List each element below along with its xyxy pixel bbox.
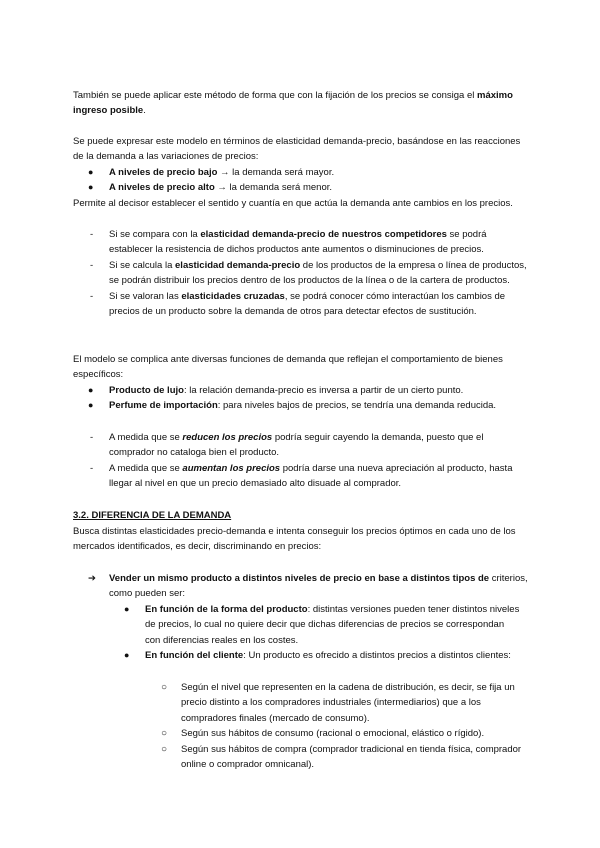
- arrow-list: [88, 571, 529, 602]
- list-item: - Si se compara con la elasticidad demanda-precio de nuestros competidores se podrá establecer la resistencia de dichos productos ante aumentos o disminuciones de precios.: [90, 229, 487, 256]
- arrow-icon: ➔: [88, 573, 96, 584]
- list-item: ● Producto de lujo: la relación demanda-precio es inversa a partir de un cierto punto.: [109, 383, 529, 398]
- section-title: 3.2. DIFERENCIA DE LA DEMANDA: [73, 510, 232, 521]
- paragraph-intro: [73, 88, 528, 119]
- bullet-list-goods: [88, 383, 529, 414]
- bullet-icon: ●: [124, 650, 130, 661]
- list-item: ● En función del cliente: Un producto es ofrecido a distintos precios a distintos clientes:: [145, 648, 520, 663]
- bullet-icon: ●: [88, 385, 94, 395]
- circle-bullet-icon: ○: [161, 682, 168, 693]
- dash-icon: -: [90, 259, 94, 271]
- text: .: [143, 105, 146, 117]
- circle-bullet-icon: ○: [161, 743, 168, 755]
- list-item: ○ Según sus hábitos de compra (comprador tradicional en tienda física, comprador online o comprador omnicanal).: [161, 743, 522, 771]
- bullet-icon: ●: [88, 167, 94, 177]
- list-item: ○ Según sus hábitos de consumo (racional o emocional, elástico o rígido).: [181, 726, 523, 741]
- list-item: ● A niveles de precio bajo → la demanda será mayor.: [109, 165, 529, 180]
- list-item: ● Perfume de importación: para niveles bajos de precios, se tendría una demanda reducida.: [109, 398, 529, 413]
- dash-icon: -: [90, 290, 94, 302]
- text: También se puede aplicar este método de forma que con la fijación de los precios se consiga el: [73, 90, 477, 101]
- bullet-icon: ●: [88, 400, 94, 411]
- paragraph-functions: El modelo se complica ante diversas funciones de demanda que reflejan el comportamiento de bienes específicos:: [73, 354, 503, 381]
- list-item: ● A niveles de precio alto → la demanda será menor.: [109, 180, 529, 195]
- list-item: - A medida que se aumentan los precios podría darse una nueva apreciación al producto, hasta llegar al nivel en que un precio demasiado alto disuade al comprador.: [90, 462, 513, 490]
- list-item: ➔ Vender un mismo producto a distintos niveles de precio en base a distintos tipos de criterios, como pueden ser:: [88, 573, 528, 600]
- list-item: - Si se calcula la elasticidad demanda-precio de los productos de la empresa o línea de productos, se podrán distribuir los precios dentro de los productos de la línea o de la cartera de productos.: [90, 259, 527, 287]
- dash-icon: -: [90, 432, 94, 443]
- circle-bullet-icon: ○: [161, 728, 168, 740]
- dash-list-elasticities: [90, 227, 529, 319]
- dash-icon: -: [90, 462, 94, 474]
- bullet-list-price-levels: [88, 165, 529, 196]
- circle-list-customers: [161, 680, 523, 772]
- list-item: - A medida que se reducen los precios podría seguir cayendo la demanda, puesto que el comprador no cataloga bien el producto.: [90, 432, 484, 459]
- dash-icon: -: [90, 229, 94, 240]
- paragraph-decisor: Permite al decisor establecer el sentido y cuantía en que actúa la demanda ante cambios en los precios.: [73, 198, 513, 209]
- dash-list-price-changes: [90, 430, 529, 492]
- list-item: - Si se valoran las elasticidades cruzadas, se podrá conocer cómo interactúan los cambios de precios de un producto sobre la demanda de otros para detectar efectos de sustitución.: [90, 290, 506, 318]
- paragraph-elasticity: Se puede expresar este modelo en términos de elasticidad demanda-precio, basándose en las reacciones de la demanda a las variaciones de precios:: [73, 136, 521, 163]
- paragraph-discrimination: Busca distintas elasticidades precio-demanda e intenta conseguir los precios óptimos en cada uno de los mercados identificados, es decir, discriminando en precios:: [73, 526, 516, 553]
- bullet-icon: ●: [124, 604, 130, 614]
- bold-text: máximo ingreso posible: [73, 90, 513, 117]
- bullet-icon: ●: [88, 182, 94, 193]
- list-item: ● En función de la forma del producto: distintas versiones pueden tener distintos niveles de precios, lo cual no quiere decir que dichas diferencias de precios se correspondan con diferencias reales en los costes.: [124, 604, 520, 646]
- bullet-list-criteria: [124, 602, 520, 664]
- list-item: ○ Según el nivel que representen en la cadena de distribución, es decir, se fija un precio distinto a los compradores industriales (intermediarios) que a los compradores finales (mercado de consumo).: [161, 682, 515, 724]
